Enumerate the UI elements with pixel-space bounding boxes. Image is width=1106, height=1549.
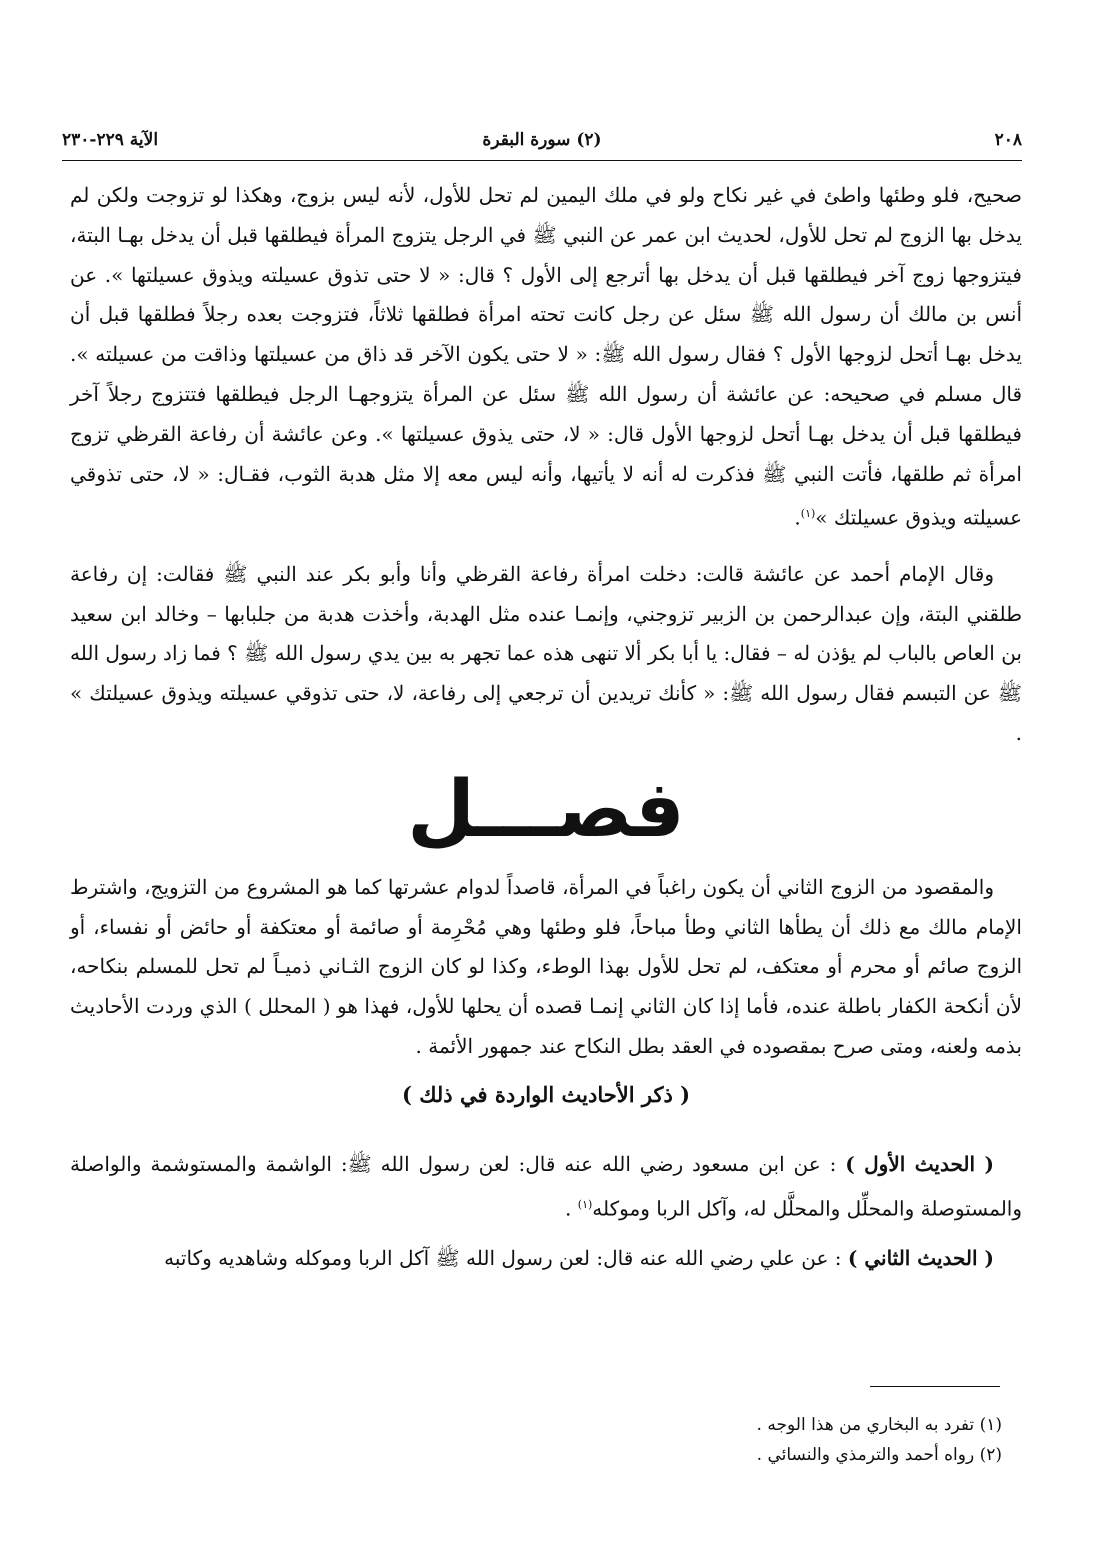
main-text <box>70 176 1022 1289</box>
paragraph: والمقصود من الزوج الثاني أن يكون راغباً في المرأة، قاصداً لدوام عشرتها كما هو المشروع من التزويج، واشترط الإمام مالك مع ذلك أن يطأها الثاني وطأ مباحاً، فلو وطئها وهي مُحْرِمة أو صائمة أو معتكفة أو حائض أو نفساء، أو الزوج صائم أو محرم أو معتكف، لم تحل للأول بهذا الوطء، وكذا لو كان الزوج الثـاني ذميـاً لم تحل للمسلم بنكاحه، لأن أنكحة الكفار باطلة عنده، فأما إذا كان الثاني إنمـا قصده أن يحلها للأول، فهذا هو ( المحلل ) الذي وردت الأحاديث بذمه ولعنه، ومتى صرح بمقصوده في العقد بطل النكاح عند جمهور الأئمة . <box>70 874 1022 1058</box>
footnote-ref: (١) <box>577 1197 593 1211</box>
subheading: ( ذكر الأحاديث الواردة في ذلك ) <box>401 1081 691 1107</box>
hadith-item: ( الحديث الثاني ) : عن علي رضي الله عنه قال: لعن رسول الله ﷺ آكل الربا وموكله وشاهديه وكاتبه <box>164 1246 994 1271</box>
sura-title: (٢) سورة البقرة <box>482 130 602 150</box>
section-title: فصـــل <box>407 764 685 855</box>
page-number: ٢٠٨ <box>994 130 1022 150</box>
footnote: (٢) رواه أحمد والترمذي والنسائي . <box>756 1445 1002 1465</box>
hadith-label: ( الحديث الثاني ) <box>847 1246 994 1271</box>
footnote: (١) تفرد به البخاري من هذا الوجه . <box>756 1415 1002 1435</box>
footnote-divider <box>870 1386 1000 1387</box>
paragraph: وقال الإمام أحمد عن عائشة قالت: دخلت امرأة رفاعة القرظي وأنا وأبو بكر عند النبي ﷺ فقالت: إن رفاعة طلقني البتة، وإن عبدالرحمن بن الزبير تزوجني، وإنمـا عنده مثل الهدبة، وأخذت هدبة من جلبابها – وخالد ابن سعيد بن العاص بالباب لم يؤذن له – فقال: يا أبا بكر ألا تنهى هذه عما تجهر به بين يدي رسول الله ﷺ ؟ فما زاد رسول الله ﷺ عن التبسم فقال رسول الله ﷺ: « كأنك تريدين أن ترجعي إلى رفاعة، لا، حتى تذوقي عسيلته ويذوق عسيلتك » . <box>70 561 1022 746</box>
paragraph: صحيح، فلو وطئها واطئ في غير نكاح ولو في ملك اليمين لم تحل للأول، لأنه ليس بزوج، وهكذا لو تزوجت ولكن لم يدخل بها الزوج لم تحل للأول، لحديث ابن عمر عن النبي ﷺ في الرجل يتزوج المرأة فيطلقها قبل أن يدخل بهـا البتة، فيتزوجها زوج آخر فيطلقها قبل أن يدخل بها أترجع إلى الأول ؟ قال: « لا حتى تذوق عسيلته ويذوق عسيلتها ». عن أنس بن مالك أن رسول الله ﷺ سئل عن رجل كانت تحته امرأة فطلقها ثلاثاً، فتزوجت بعده رجلاً فطلقها قبل أن يدخل بهـا أتحل لزوجها الأول ؟ فقال رسول الله ﷺ: « لا حتى يكون الآخر قد ذاق من عسيلتها وذاقت من عسيلته ». قال مسلم في صحيحه: عن عائشة أن رسول الله ﷺ سئل عن المرأة يتزوجهـا الرجل فيطلقها فتتزوج رجلاً آخر فيطلقها قبل أن يدخل بهـا أتحل لزوجها الأول قال: « لا، حتى يذوق عسيلتها ». وعن عائشة أن رفاعة القرظي تزوج امرأة ثم طلقها، فأتت النبي ﷺ فذكرت له أنه لا يأتيها، وأنه ليس معه إلا مثل هدبة الثوب، فقـال: « لا، حتى تذوقي عسيلته ويذوق عسيلتك »$^{(١)}$. <box>70 183 1022 531</box>
hadith-label: ( الحديث الأول ) <box>845 1151 994 1176</box>
header-divider <box>62 160 1022 161</box>
footnote-ref: (١) <box>800 507 816 521</box>
hadith-list <box>70 1145 1022 1279</box>
ayah-range: الآية ٢٢٩-٢٣٠ <box>62 130 159 150</box>
hadith-item: ( الحديث الأول ) : عن ابن مسعود رضي الله عنه قال: لعن رسول الله ﷺ: الواشمة والمستوشمة والواصلة والمستوصلة والمحلِّل والمحلَّل له، وآكل الربا وموكله$^{(١)}$ . <box>70 1151 1022 1221</box>
running-header <box>62 128 1022 162</box>
footnotes <box>62 1410 1002 1470</box>
